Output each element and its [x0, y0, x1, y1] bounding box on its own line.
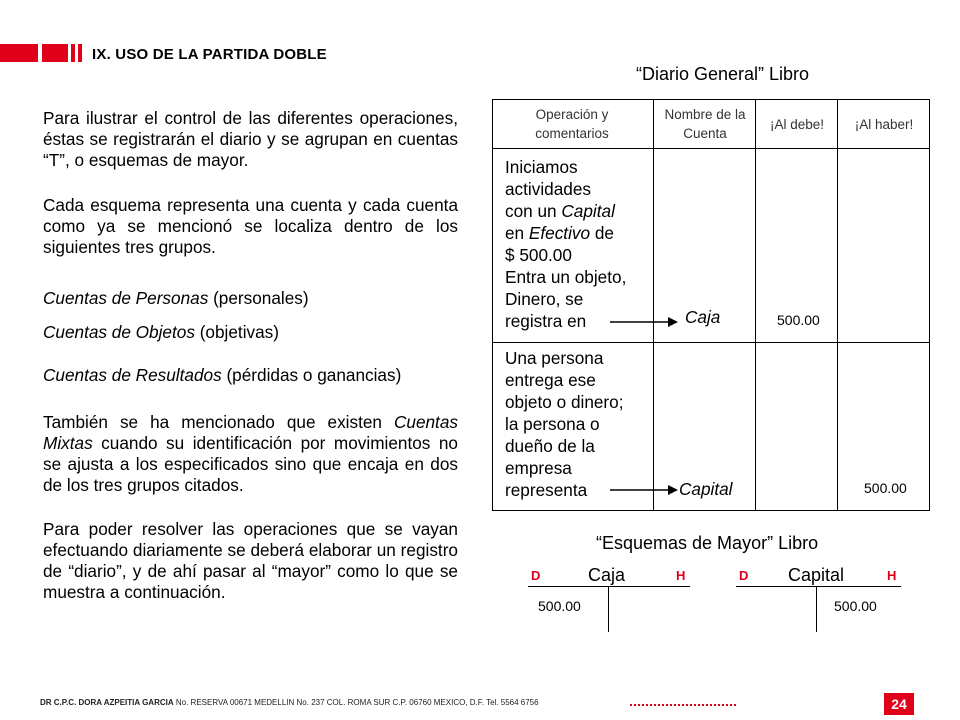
row1-line-3a: con un — [505, 201, 562, 221]
arrow-to-capital-icon — [610, 484, 680, 496]
row1-line-4b: de — [590, 223, 614, 243]
footer-author: DR C.P.C. DORA AZPEITIA GARCIA — [40, 698, 174, 707]
col-divider-3 — [837, 100, 838, 510]
mayor-title: “Esquemas de Mayor” Libro — [596, 533, 819, 553]
group-objetos — [43, 322, 279, 343]
row1-line-4-italic: Efectivo — [528, 223, 591, 243]
arrow-to-caja-icon — [610, 316, 680, 328]
caja-t-top — [528, 586, 690, 587]
footer-address: No. RESERVA 00671 MEDELLIN No. 237 COL. ROMA SUR C.P. 06760 MEXICO, D.F. Tel. 5564 6756 — [173, 698, 539, 707]
capital-t-top — [736, 586, 901, 587]
paragraph-2: Cada esquema representa una cuenta y cada cuenta como ya se mencionó se localiza dentro de los siguientes tres grupos. — [43, 195, 458, 257]
header-bar-4 — [78, 44, 82, 62]
paragraph-4: Para poder resolver las operaciones que se vayan efectuando diariamente se deberá elaborar un registro de “diario”, y de ahí pasar al “mayor” como lo que se muestra a continuación. — [43, 519, 458, 602]
header-bar-1 — [0, 44, 38, 62]
paragraph-3-italic: Cuentas Mixtas — [43, 412, 458, 453]
row1-line-3 — [505, 200, 655, 222]
row1-line-3-italic: Capital — [561, 201, 615, 221]
header-bar-3 — [71, 44, 75, 62]
row-divider — [493, 342, 929, 343]
caja-credit-label: H — [676, 568, 686, 583]
row2-line-5: dueño de la — [505, 436, 595, 456]
capital-credit-label: H — [887, 568, 897, 583]
caja-t-stem — [608, 586, 609, 632]
page-number: 24 — [884, 693, 914, 715]
caja-debit-label: D — [531, 568, 541, 583]
group-objetos-rest: (objetivas) — [194, 322, 279, 342]
header-nombre: Nombre de la Cuenta — [664, 107, 746, 141]
col-divider-2 — [755, 100, 756, 510]
footer-dotted-line — [630, 704, 736, 706]
row1-line-2: actividades — [505, 179, 591, 199]
row2-line-4: la persona o — [505, 414, 600, 434]
group-resultados-rest: (pérdidas o ganancias) — [221, 365, 402, 385]
row1-line-7: Dinero, se — [505, 289, 584, 309]
row2-haber-amount: 500.00 — [864, 480, 907, 496]
paragraph-1: Para ilustrar el control de las diferentes operaciones, éstas se registrarán el diario y se agrupan en cuentas “T”, o esquemas de mayor. — [43, 108, 458, 170]
footer-text — [40, 698, 539, 707]
group-objetos-italic: Cuentas de Objetos — [43, 322, 195, 342]
diario-table — [492, 99, 930, 511]
group-personas-rest: (personales) — [208, 288, 309, 308]
capital-credit-amount: 500.00 — [834, 598, 877, 614]
section-title: IX. USO DE LA PARTIDA DOBLE — [92, 46, 327, 63]
group-resultados — [43, 365, 401, 386]
row1-line-5: $ 500.00 — [505, 245, 572, 265]
row2-description — [505, 347, 655, 501]
header-bar-2 — [42, 44, 68, 62]
paragraph-3-a: También se ha mencionado que existen — [43, 412, 394, 432]
header-haber: ¡Al haber! — [854, 116, 914, 132]
row1-debe-amount: 500.00 — [777, 312, 820, 328]
group-resultados-italic: Cuentas de Resultados — [43, 365, 222, 385]
row2-line-1: Una persona — [505, 348, 604, 368]
caja-t-name: Caja — [588, 565, 626, 585]
row2-line-2: entrega ese — [505, 370, 596, 390]
row1-line-6: Entra un objeto, — [505, 267, 627, 287]
header-debe: ¡Al debe! — [769, 116, 825, 132]
row1-line-4 — [505, 222, 655, 244]
group-personas — [43, 288, 309, 309]
paragraph-3-b: cuando su identificación por movimientos no se ajusta a los especificados sino que encaja en dos de los tres grupos citados. — [43, 433, 458, 495]
row2-line-7: representa — [505, 480, 588, 500]
row1-line-8: registra en — [505, 311, 587, 331]
paragraph-3 — [43, 412, 458, 496]
header-divider — [493, 148, 929, 149]
group-personas-italic: Cuentas de Personas — [43, 288, 209, 308]
caja-debit-amount: 500.00 — [538, 598, 581, 614]
row2-line-3: objeto o dinero; — [505, 392, 624, 412]
header-operacion: Operación y comentarios — [535, 107, 609, 141]
row2-line-6: empresa — [505, 458, 572, 478]
row1-line-1: Iniciamos — [505, 157, 578, 177]
row1-line-4a: en — [505, 223, 529, 243]
capital-t-stem — [816, 586, 817, 632]
capital-t-name: Capital — [788, 565, 845, 585]
row1-description — [505, 156, 655, 332]
row2-account: Capital — [679, 479, 733, 499]
diario-title: “Diario General” Libro — [636, 64, 810, 84]
capital-debit-label: D — [739, 568, 749, 583]
row1-account: Caja — [685, 307, 721, 327]
